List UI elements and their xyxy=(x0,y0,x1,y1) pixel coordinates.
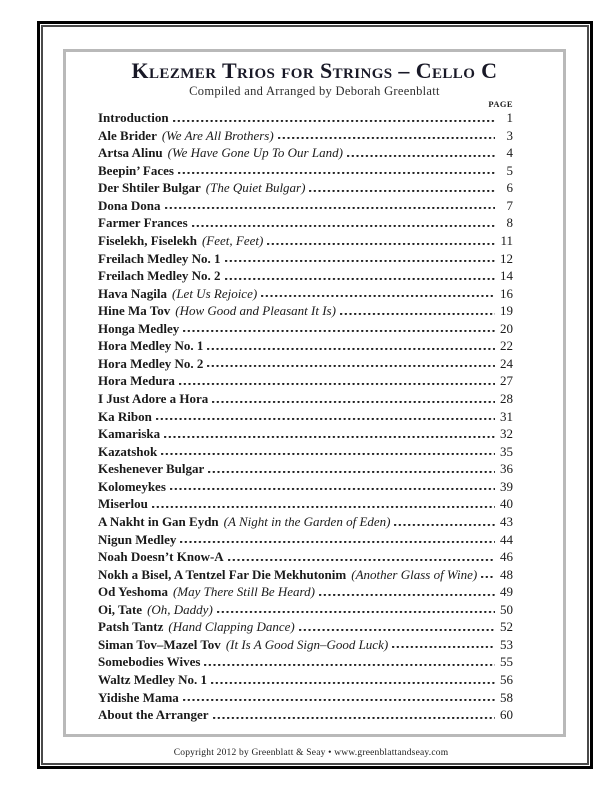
toc-entry-page-number: 50 xyxy=(500,601,513,617)
toc-entry-row xyxy=(98,390,513,408)
toc-entry-title: Nokh a Bisel, A Tentzel Far Die Mekhutonim xyxy=(98,566,347,582)
dot-leader xyxy=(173,120,495,122)
toc-entry-title: Patsh Tantz xyxy=(98,619,164,635)
toc-entry-translation: (How Good and Pleasant It Is) xyxy=(175,303,336,319)
toc-entry-row xyxy=(98,197,513,215)
dot-leader xyxy=(278,137,495,139)
toc-entry-row xyxy=(98,408,513,426)
dot-leader xyxy=(192,225,495,227)
page-title: Klezmer Trios for Strings – Cello C xyxy=(131,58,498,83)
toc-entry-page-number: 14 xyxy=(500,268,513,284)
dot-leader xyxy=(180,541,495,543)
dot-leader xyxy=(183,330,495,332)
toc-entry-page-number: 1 xyxy=(506,110,513,125)
dot-leader xyxy=(309,190,495,192)
toc-entry-page-number: 53 xyxy=(500,636,513,652)
toc-entry-row xyxy=(98,478,513,496)
dot-leader xyxy=(165,207,496,209)
outer-border-frame xyxy=(37,21,593,769)
toc-entry-translation: (Let Us Rejoice) xyxy=(171,285,258,301)
toc-entry-translation: (May There Still Be Heard) xyxy=(172,584,315,600)
dot-leader xyxy=(267,243,495,245)
dot-leader xyxy=(225,278,495,280)
toc-entry-title: Waltz Medley No. 1 xyxy=(98,672,208,687)
toc-entry-row xyxy=(98,250,513,268)
dot-leader xyxy=(208,471,495,473)
toc-entry-row xyxy=(98,531,513,549)
toc-entry-title: A Nakht in Gan Eydn xyxy=(98,513,219,529)
dot-leader xyxy=(207,365,495,367)
toc-entry-title: Der Shtiler Bulgar xyxy=(98,180,201,196)
toc-entry-row xyxy=(98,232,513,250)
content-box xyxy=(63,49,566,737)
toc-entry-page-number: 3 xyxy=(506,127,513,143)
toc-entry-page-number: 36 xyxy=(500,461,513,477)
toc-entry-title: Fiselekh, Fiselekh xyxy=(98,232,197,248)
toc-entry-title: Introduction xyxy=(98,110,169,125)
toc-entry-page-number: 56 xyxy=(500,672,513,687)
toc-entry-page-number: 7 xyxy=(506,197,513,213)
toc-entry-page-number: 6 xyxy=(506,180,513,196)
toc-entry-title: Kolomeykes xyxy=(98,478,166,494)
toc-entry-page-number: 60 xyxy=(500,707,513,723)
toc-entry-translation: (Hand Clapping Dance) xyxy=(168,619,295,635)
toc-entry-title: Nigun Medley xyxy=(98,531,177,547)
inner-border-frame xyxy=(41,25,589,765)
toc-entry-title: Hava Nagila xyxy=(98,285,167,301)
toc-entry-row xyxy=(98,706,513,724)
toc-entry-page-number: 19 xyxy=(500,303,513,319)
page-subtitle: Compiled and Arranged by Deborah Greenblatt xyxy=(189,84,440,98)
toc-entry-page-number: 35 xyxy=(500,443,513,459)
copyright-footer: Copyright 2012 by Greenblatt & Seay • www.greenblattandseay.com xyxy=(173,748,449,758)
toc-entry-row xyxy=(98,355,513,373)
toc-entry-page-number: 8 xyxy=(506,215,513,231)
toc-entry-title: Artsa Alinu xyxy=(98,145,163,161)
dot-leader xyxy=(207,348,495,350)
toc-entry-title: Oi, Tate xyxy=(98,601,143,617)
toc-entry-row xyxy=(98,583,513,601)
toc-entry-title: Hora Medley No. 2 xyxy=(98,355,204,371)
toc-entry-row xyxy=(98,162,513,180)
toc-entry-translation: (We Are All Brothers) xyxy=(161,127,274,143)
toc-entry-row xyxy=(98,653,513,671)
toc-entry-page-number: 28 xyxy=(500,391,513,406)
toc-entry-row xyxy=(98,601,513,619)
toc-entry-page-number: 22 xyxy=(500,338,513,354)
dot-leader xyxy=(211,682,495,684)
dot-leader xyxy=(481,576,495,578)
toc-list xyxy=(66,109,563,724)
toc-entry-title: Keshenever Bulgar xyxy=(98,461,205,477)
toc-entry-page-number: 40 xyxy=(500,496,513,512)
dot-leader xyxy=(347,155,495,157)
toc-entry-page-number: 20 xyxy=(500,320,513,336)
dot-leader xyxy=(213,717,496,719)
dot-leader xyxy=(179,383,495,385)
toc-entry-page-number: 58 xyxy=(500,689,513,705)
toc-entry-page-number: 12 xyxy=(500,250,513,266)
dot-leader xyxy=(299,629,495,631)
toc-entry-row xyxy=(98,127,513,145)
dot-leader xyxy=(204,664,495,666)
toc-entry-row xyxy=(98,285,513,303)
toc-entry-title: Kamariska xyxy=(98,426,161,442)
toc-entry-row xyxy=(98,109,513,127)
toc-entry-title: Hine Ma Tov xyxy=(98,303,171,319)
toc-entry-row xyxy=(98,618,513,636)
toc-entry-page-number: 48 xyxy=(500,566,513,582)
toc-entry-translation: (It Is A Good Sign–Good Luck) xyxy=(225,636,389,652)
toc-entry-page-number: 39 xyxy=(500,478,513,494)
toc-entry-row xyxy=(98,460,513,478)
toc-entry-page-number: 46 xyxy=(500,549,513,565)
toc-entry-title: Honga Medley xyxy=(98,320,180,336)
toc-entry-title: Somebodies Wives xyxy=(98,654,201,670)
dot-leader xyxy=(212,401,495,403)
toc-entry-page-number: 43 xyxy=(500,513,513,529)
toc-entry-translation: (A Night in the Garden of Eden) xyxy=(223,513,391,529)
toc-entry-title: Kazatshok xyxy=(98,443,158,459)
toc-entry-row xyxy=(98,302,513,320)
toc-entry-page-number: 4 xyxy=(506,145,513,161)
dot-leader xyxy=(319,594,495,596)
toc-entry-title: Yidishe Mama xyxy=(98,689,179,705)
toc-entry-row xyxy=(98,214,513,232)
toc-entry-title: Od Yeshoma xyxy=(98,584,168,600)
toc-entry-title: Beepin’ Faces xyxy=(98,162,174,178)
toc-entry-row xyxy=(98,443,513,461)
toc-entry-title: Siman Tov–Mazel Tov xyxy=(98,636,221,652)
toc-entry-page-number: 55 xyxy=(500,654,513,670)
dot-leader xyxy=(164,436,495,438)
dot-leader xyxy=(183,699,495,701)
dot-leader xyxy=(152,506,495,508)
toc-entry-page-number: 32 xyxy=(500,426,513,442)
toc-entry-title: Miserlou xyxy=(98,496,148,512)
dot-leader xyxy=(225,260,495,262)
toc-entry-page-number: 11 xyxy=(500,232,513,248)
toc-entry-page-number: 52 xyxy=(500,619,513,635)
toc-entry-page-number: 27 xyxy=(500,373,513,389)
toc-entry-page-number: 31 xyxy=(500,408,513,424)
toc-entry-translation: (Feet, Feet) xyxy=(201,232,264,248)
toc-entry-title: Dona Dona xyxy=(98,197,161,213)
toc-entry-row xyxy=(98,636,513,654)
toc-entry-page-number: 16 xyxy=(500,285,513,301)
toc-entry-row xyxy=(98,425,513,443)
toc-entry-row xyxy=(98,495,513,513)
toc-entry-row xyxy=(98,689,513,707)
toc-entry-page-number: 5 xyxy=(506,162,513,178)
dot-leader xyxy=(178,172,495,174)
dot-leader xyxy=(228,559,495,561)
toc-entry-row xyxy=(98,548,513,566)
toc-entry-row xyxy=(98,337,513,355)
toc-entry-title: Hora Medura xyxy=(98,373,175,389)
page-column-label: PAGE xyxy=(488,99,513,109)
toc-entry-row xyxy=(98,671,513,689)
dot-leader xyxy=(217,611,495,613)
toc-entry-row xyxy=(98,179,513,197)
dot-leader xyxy=(394,524,495,526)
dot-leader xyxy=(156,418,495,420)
toc-entry-title: Farmer Frances xyxy=(98,215,188,231)
toc-entry-row xyxy=(98,566,513,584)
toc-entry-row xyxy=(98,372,513,390)
dot-leader xyxy=(340,313,495,315)
toc-entry-translation: (Oh, Daddy) xyxy=(147,601,213,617)
toc-entry-title: Noah Doesn’t Know-A xyxy=(98,549,224,565)
toc-entry-page-number: 24 xyxy=(500,355,513,371)
toc-entry-title: Ka Ribon xyxy=(98,408,152,424)
toc-entry-translation: (The Quiet Bulgar) xyxy=(205,180,306,196)
toc-entry-title: About the Arranger xyxy=(98,707,209,723)
toc-entry-translation: (Another Glass of Wine) xyxy=(351,566,478,582)
toc-entry-translation: (We Have Gone Up To Our Land) xyxy=(167,145,343,161)
toc-entry-row xyxy=(98,320,513,338)
toc-entry-title: Ale Brider xyxy=(98,127,157,143)
dot-leader xyxy=(261,295,495,297)
toc-entry-row xyxy=(98,144,513,162)
toc-entry-row xyxy=(98,267,513,285)
toc-entry-row xyxy=(98,513,513,531)
toc-entry-title: Hora Medley No. 1 xyxy=(98,338,204,354)
toc-entry-title: Freilach Medley No. 2 xyxy=(98,268,221,284)
dot-leader xyxy=(161,453,495,455)
toc-entry-page-number: 44 xyxy=(500,531,513,547)
toc-entry-title: I Just Adore a Hora xyxy=(98,391,209,406)
dot-leader xyxy=(392,646,495,648)
toc-entry-title: Freilach Medley No. 1 xyxy=(98,250,221,266)
dot-leader xyxy=(170,488,495,490)
toc-entry-page-number: 49 xyxy=(500,584,513,600)
